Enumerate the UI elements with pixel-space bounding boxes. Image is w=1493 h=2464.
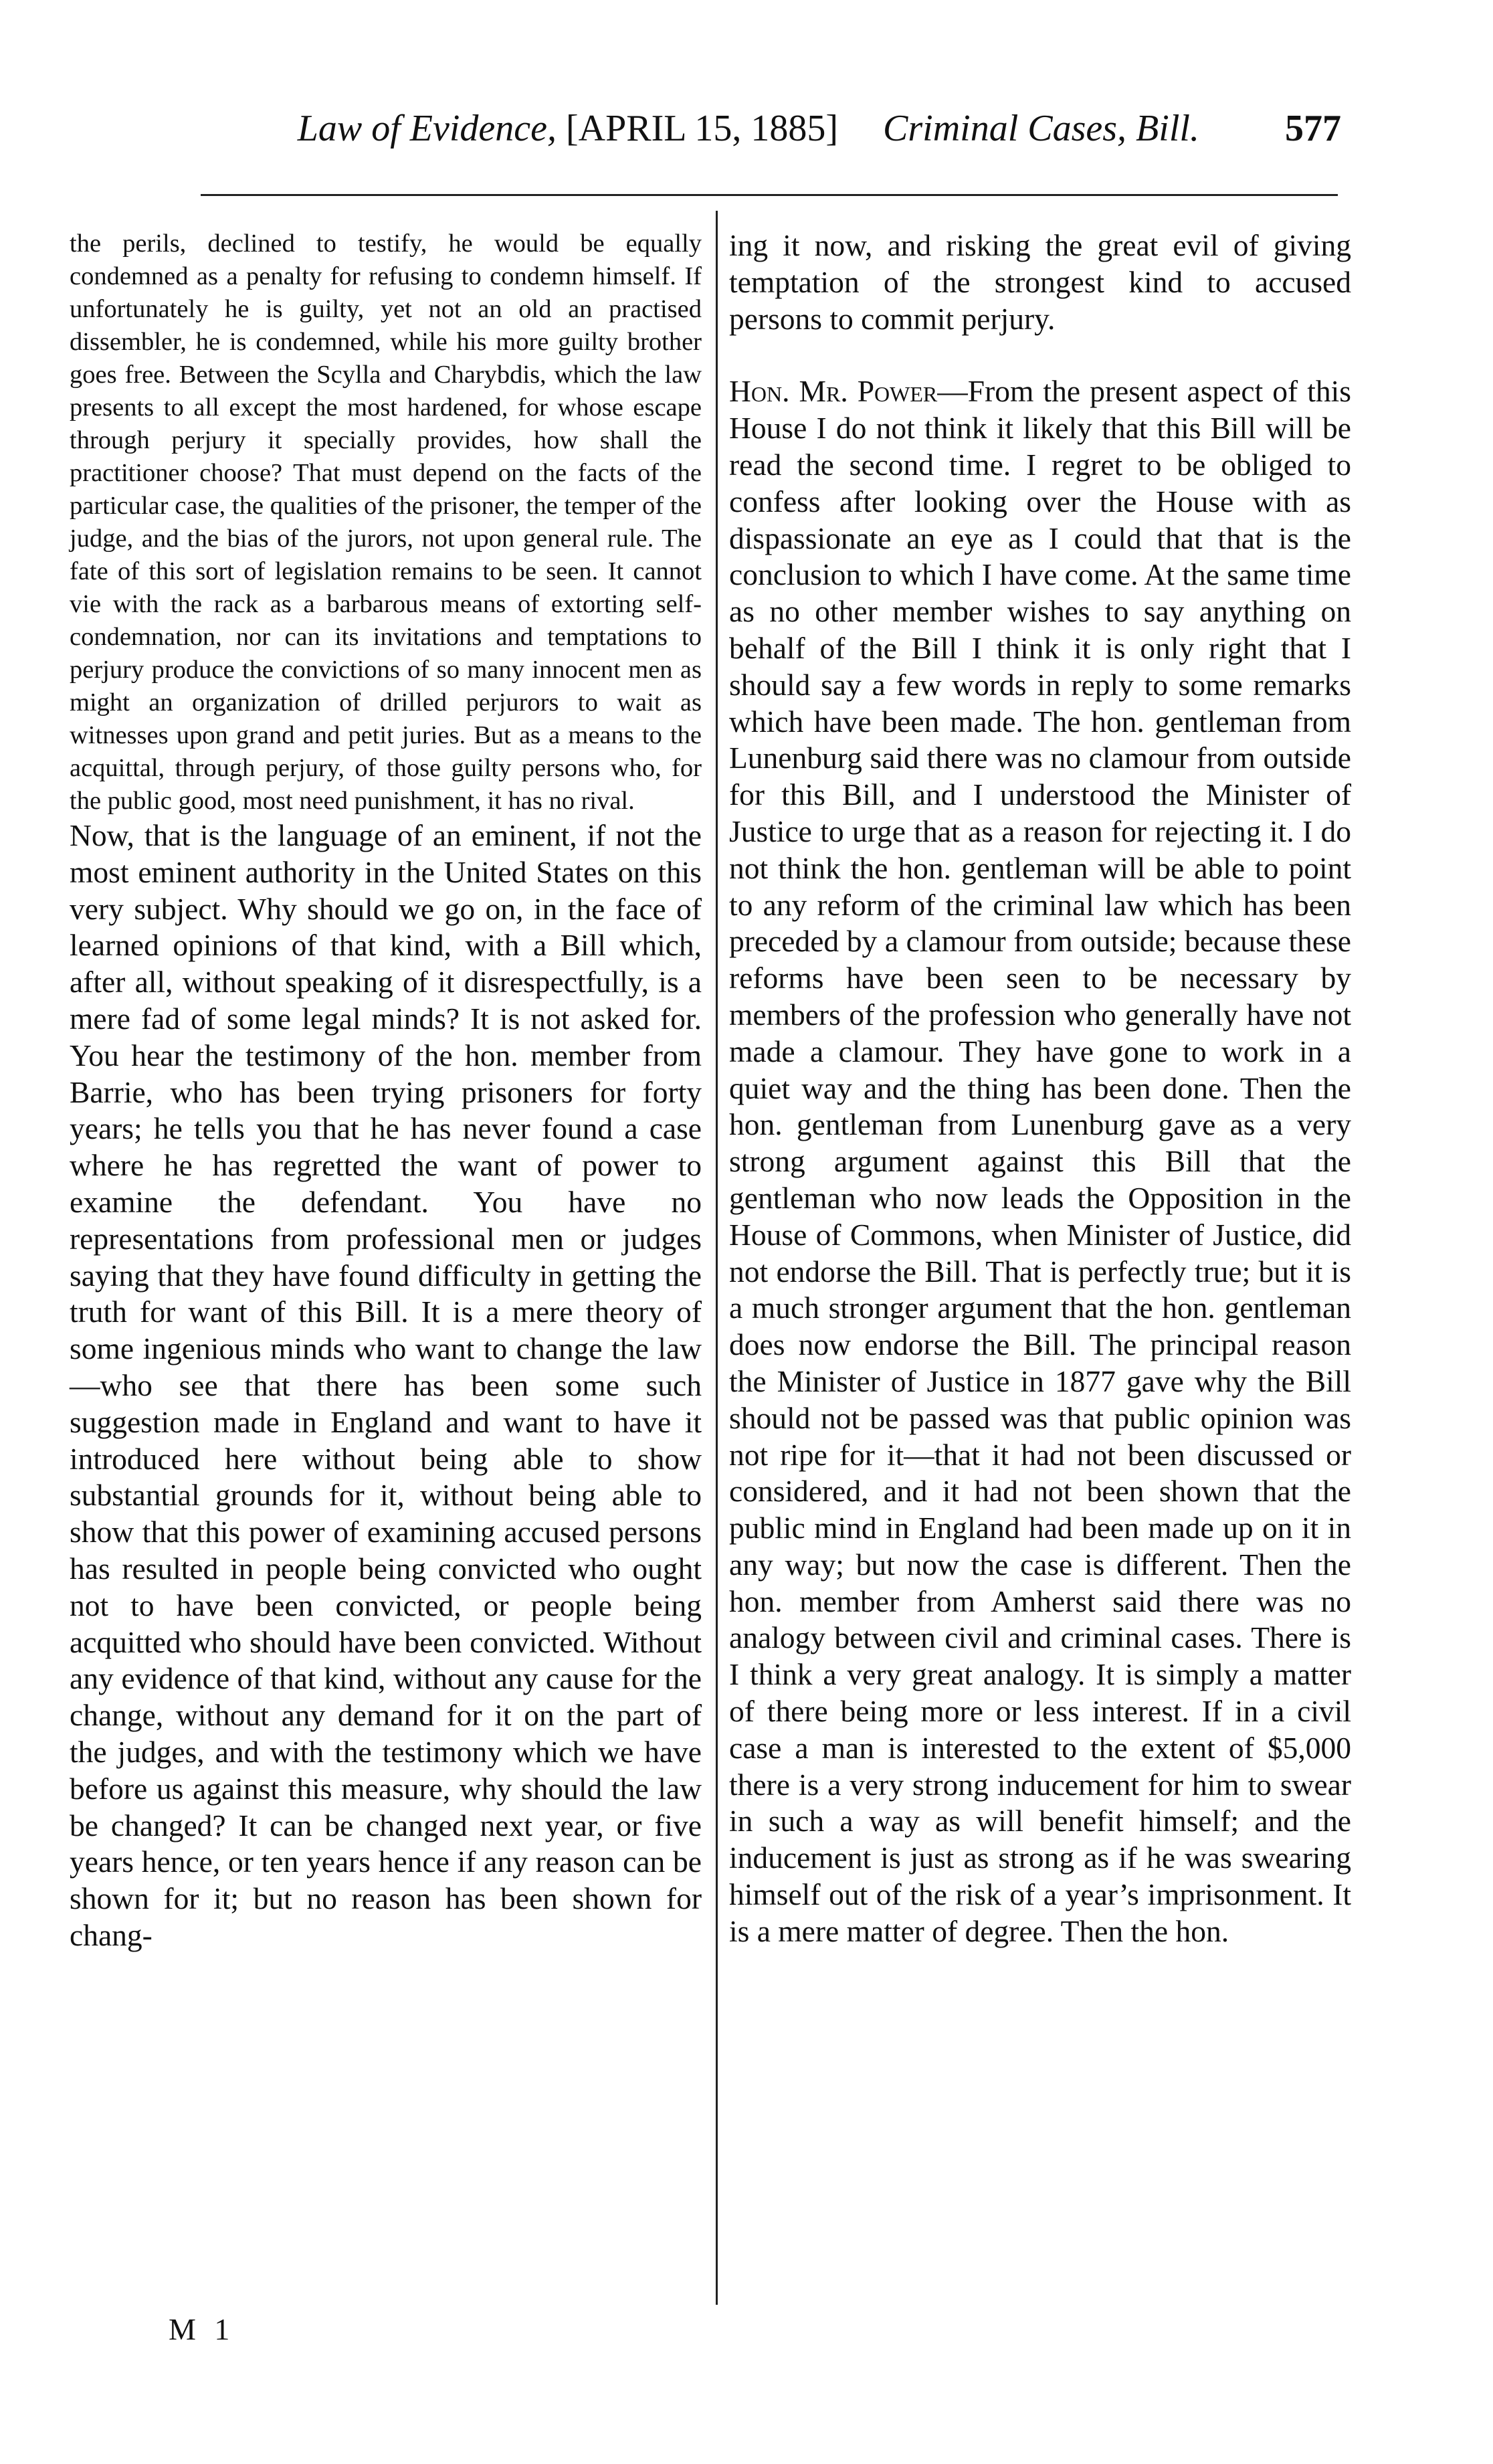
column-divider xyxy=(716,211,718,2305)
speaker-name: Hon. Mr. Power xyxy=(729,374,938,409)
right-column xyxy=(729,227,1351,1950)
sitting-date: [APRIL 15, 1885] xyxy=(566,108,839,149)
running-title-left: Law of Evidence, xyxy=(297,108,557,149)
quoted-passage: the perils, declined to testify, he would be equally condemned as a penalty for refusing to condemn himself. If unfortunately he is guilty, yet not an old an practised dissembler, he is condemned, while his more guilty brother goes free. Between the Scylla and Charybdis, which the law presents to all except the most hardened, for whose escape through perjury it specially provides, how shall the practitioner choose? That must depend on the facts of the particular case, the qualities of the prisoner, the temper of the judge, and the bias of the jurors, not upon general rule. The fate of this sort of legislation remains to be seen. It cannot vie with the rack as a barbarous means of extorting self-condemnation, nor can its invitations and temptations to perjury produce the convictions of so many innocent men as might an organization of drilled perjurors to wait as witnesses upon grand and petit juries. But as a means to the acquittal, through perjury, of those guilty persons who, for the public good, most need punishment, it has no rival. xyxy=(70,229,702,815)
continuation-paragraph: ing it now, and risking the great evil of giving temptation of the strongest kind to accused persons to commit perjury. xyxy=(729,228,1351,336)
paragraph-gap xyxy=(729,337,1351,373)
signature-mark: M 1 xyxy=(169,2312,235,2346)
power-speech-paragraph xyxy=(729,373,1351,1950)
left-body-paragraph: Now, that is the language of an eminent, if not the most eminent authority in the United States on this very subject. Why should we go on, in the face of learned opinions of that kind, with a Bill which, after all, without speaking of it disrespectfully, is a mere fad of some legal minds? It is not asked for. You hear the testimony of the hon. member from Barrie, who has been trying prisoners for forty years; he tells you that he has never found a case where he has regretted the want of power to examine the defendant. You have no representations from professional men or judges saying that they have found difficulty in getting the truth for want of this Bill. It is a mere theory of some ingenious minds who want to change the law—who see that there has been some such suggestion made in England and want to have it introduced here without being able to show substantial grounds for it, without being able to show that this power of examining accused persons has resulted in people being convicted who ought not to have been convicted, or people being acquitted who should have been convicted. Without any evidence of that kind, without any cause for the change, without any demand for it on the part of the judges, and with the testimony which we have before us against this measure, why should the law be changed? It can be changed next year, or five years hence, or ten years hence if any reason can be shown for it; but no reason has been shown for chang- xyxy=(70,818,702,1952)
page-header xyxy=(0,107,1493,167)
speech-text: —From the present aspect of this House I do not think it likely that this Bill will be read the second time. I regret to be obliged to confess after looking over the House with as dispassionate an eye as I could that that is the conclusion to which I have come. At the same time as no other member wishes to say anything on behalf of the Bill I think it is only right that I should say a few words in reply to some remarks which have been made. The hon. gentleman from Lunenburg said there was no clamour from outside for this Bill, and I understood the Minister of Justice to urge that as a reason for rejecting it. I do not think the hon. gentleman will be able to point to any reform of the criminal law which has been preceded by a clamour from outside; because these reforms have been seen to be necessary by members of the profession who generally have not made a clamour. They have gone to work in a quiet way and the thing has been done. Then the hon. gentleman from Lunenburg gave as a very strong argument against this Bill that the gentleman who now leads the Opposition in the House of Commons, when Minister of Justice, did not endorse the Bill. That is perfectly true; but it is a much stronger argument that the hon. gentleman does now endorse the Bill. The principal reason the Minister of Justice in 1877 gave why the Bill should not be passed was that public opinion was not ripe for it—that it had not been discussed or considered, and it had not been shown that the public mind in England had been made up on it in any way; but now the case is different. Then the hon. member from Amherst said there was no analogy between civil and criminal cases. There is I think a very great analogy. It is simply a matter of there being more or less interest. If in a civil case a man is interested to the extent of $5,000 there is a very strong inducement for him to swear in such a way as will benefit himself; and the inducement is just as strong as if he was swearing himself out of the risk of a year’s imprisonment. It is a mere matter of degree. Then the hon. xyxy=(729,374,1351,1948)
header-rule xyxy=(201,194,1338,196)
running-title-right: Criminal Cases, Bill. xyxy=(883,108,1199,149)
left-column xyxy=(70,227,702,1954)
page-number: 577 xyxy=(1285,108,1341,149)
